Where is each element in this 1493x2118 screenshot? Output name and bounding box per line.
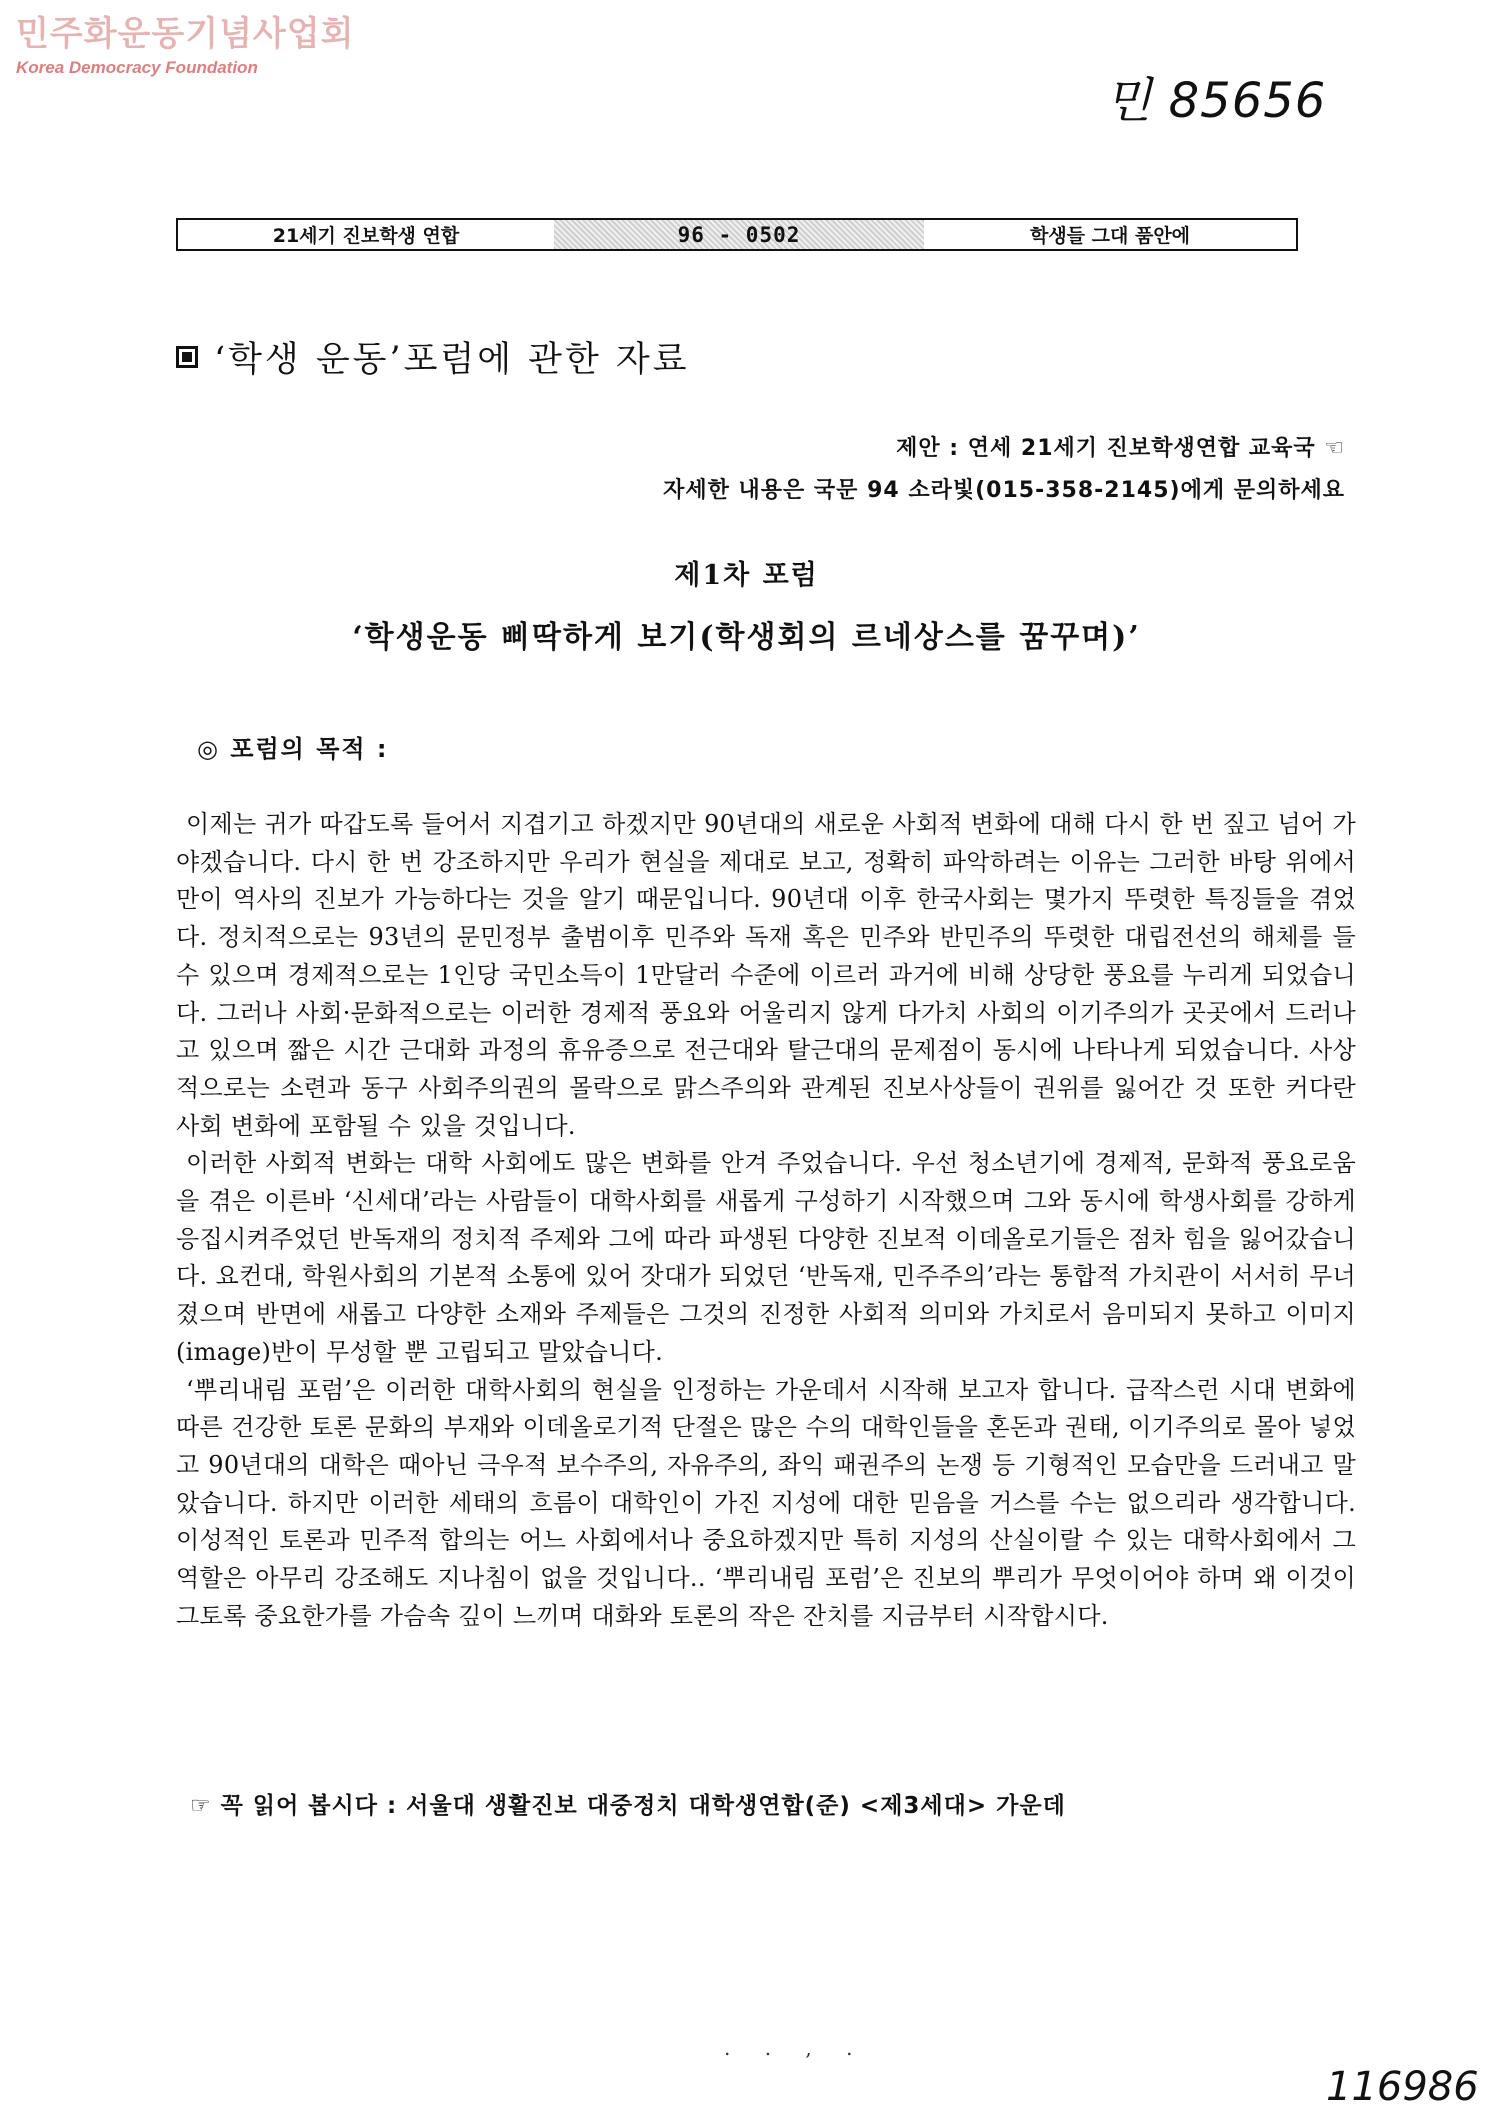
read-note: ☞ 꼭 읽어 봅시다 : 서울대 생활진보 대중정치 대학생연합(준) <제3세대> 가운데 [190, 1793, 1066, 1819]
filled-square-icon [176, 346, 198, 368]
proposer-line-2: 자세한 내용은 국문 94 소라빛(015-358-2145)에게 문의하세요 [663, 478, 1345, 503]
proposer-block [663, 428, 1345, 512]
paragraph: ‘뿌리내림 포럼’은 이러한 대학사회의 현실을 인정하는 가운데서 시작해 보고자 합니다. 급작스런 시대 변화에 따른 건강한 토론 문화의 부재와 이데올로기적 단절은 많은 수의 대학인들을 혼돈과 권태, 이기주의로 몰아 넣었고 90년대의 대학은 때아닌 극우적 보수주의, 자유주의, 좌익 패권주의 논쟁 등 기형적인 모습만을 드러내고 말았습니다. 하지만 이러한 세태의 흐름이 대학인이 가진 지성에 대한 믿음을 거스를 수는 없으리라 생각합니다. 이성적인 토론과 민주적 합의는 어느 사회에서나 중요하겠지만 특히 지성의 산실이랄 수 있는 대학사회에서 그 역할은 아무리 강조해도 지나침이 없을 것입니다.. ‘뿌리내림 포럼’은 진보의 뿌리가 무엇이어야 하며 왜 이것이 그토록 중요한가를 가슴속 깊이 느끼며 대화와 토론의 작은 잔치를 지금부터 시작합시다. [176, 1375, 1356, 1630]
paragraph: 이제는 귀가 따갑도록 들어서 지겹기고 하겠지만 90년대의 새로운 사회적 변화에 대해 다시 한 번 짚고 넘어 가야겠습니다. 다시 한 번 강조하지만 우리가 현실을 제대로 보고, 정확히 파악하려는 이유는 그러한 바탕 위에서만이 역사의 진보가 가능하다는 것을 알기 때문입니다. 90년대 이후 한국사회는 몇가지 뚜렷한 특징들을 겪었다. 정치적으로는 93년의 문민정부 출범이후 민주와 독재 혹은 민주와 반민주의 뚜렷한 대립전선의 해체를 들 수 있으며 경제적으로는 1인당 국민소득이 1만달러 수준에 이르러 과거에 비해 상당한 풍요를 누리게 되었습니다. 그러나 사회·문화적으로는 이러한 경제적 풍요와 어울리지 않게 다가치 사회의 이기주의가 곳곳에서 드러나고 있으며 짧은 시간 근대화 과정의 휴유증으로 전근대와 탈근대의 문제점이 동시에 나타나게 되었습니다. 사상적으로는 소련과 동구 사회주의권의 몰락으로 맑스주의와 관계된 진보사상들이 권위를 잃어간 것 또한 커다란 사회 변화에 포함될 수 있을 것입니다. [176, 810, 1356, 1140]
purpose-heading: ◎ 포럼의 목적 : [197, 735, 389, 763]
body-text [176, 806, 1356, 1635]
proposer-line-1: 제안 : 연세 21세기 진보학생연합 교육국 ☜ [896, 436, 1345, 461]
header-bar-left: 21세기 진보학생 연합 [272, 225, 460, 247]
watermark-english: Korea Democracy Foundation [16, 58, 258, 77]
document-title-text: ‘학생 운동’포럼에 관한 자료 [214, 340, 690, 380]
handwritten-archive-number: 민 85656 [1105, 73, 1327, 129]
paragraph: 이러한 사회적 변화는 대학 사회에도 많은 변화를 안겨 주었습니다. 우선 청소년기에 경제적, 문화적 풍요로움을 겪은 이른바 ‘신세대’라는 사람들이 대학사회를 새롭게 구성하기 시작했으며 그와 동시에 학생사회를 강하게 응집시켜주었던 반독재의 정치적 주제와 그에 따라 파생된 다양한 진보적 이데올로기들은 점차 힘을 잃어갔습니다. 요컨대, 학원사회의 기본적 소통에 있어 잣대가 되었던 ‘반독재, 민주주의’라는 통합적 가치관이 서서히 무너졌으며 반면에 새롭고 다양한 소재와 주제들은 그것의 진정한 사회적 의미와 가치로서 음미되지 못하고 이미지(image)반이 무성할 뿐 고립되고 말았습니다. [176, 1149, 1356, 1366]
stray-marks: . . , . [724, 2036, 867, 2060]
document-title [176, 332, 690, 382]
watermark-korean: 민주화운동기념사업회 [16, 14, 355, 54]
header-bar-right: 학생들 그대 품안에 [1029, 225, 1191, 247]
watermark [16, 14, 354, 78]
forum-title: ‘학생운동 삐딱하게 보기(학생회의 르네상스를 꿈꾸며)’ [352, 620, 1141, 655]
forum-number: 제1차 포럼 [674, 560, 819, 591]
handwritten-page-number: 116986 [1326, 2064, 1479, 2110]
header-bar-code: 96 - 0502 [554, 220, 924, 249]
header-bar [176, 218, 1298, 251]
